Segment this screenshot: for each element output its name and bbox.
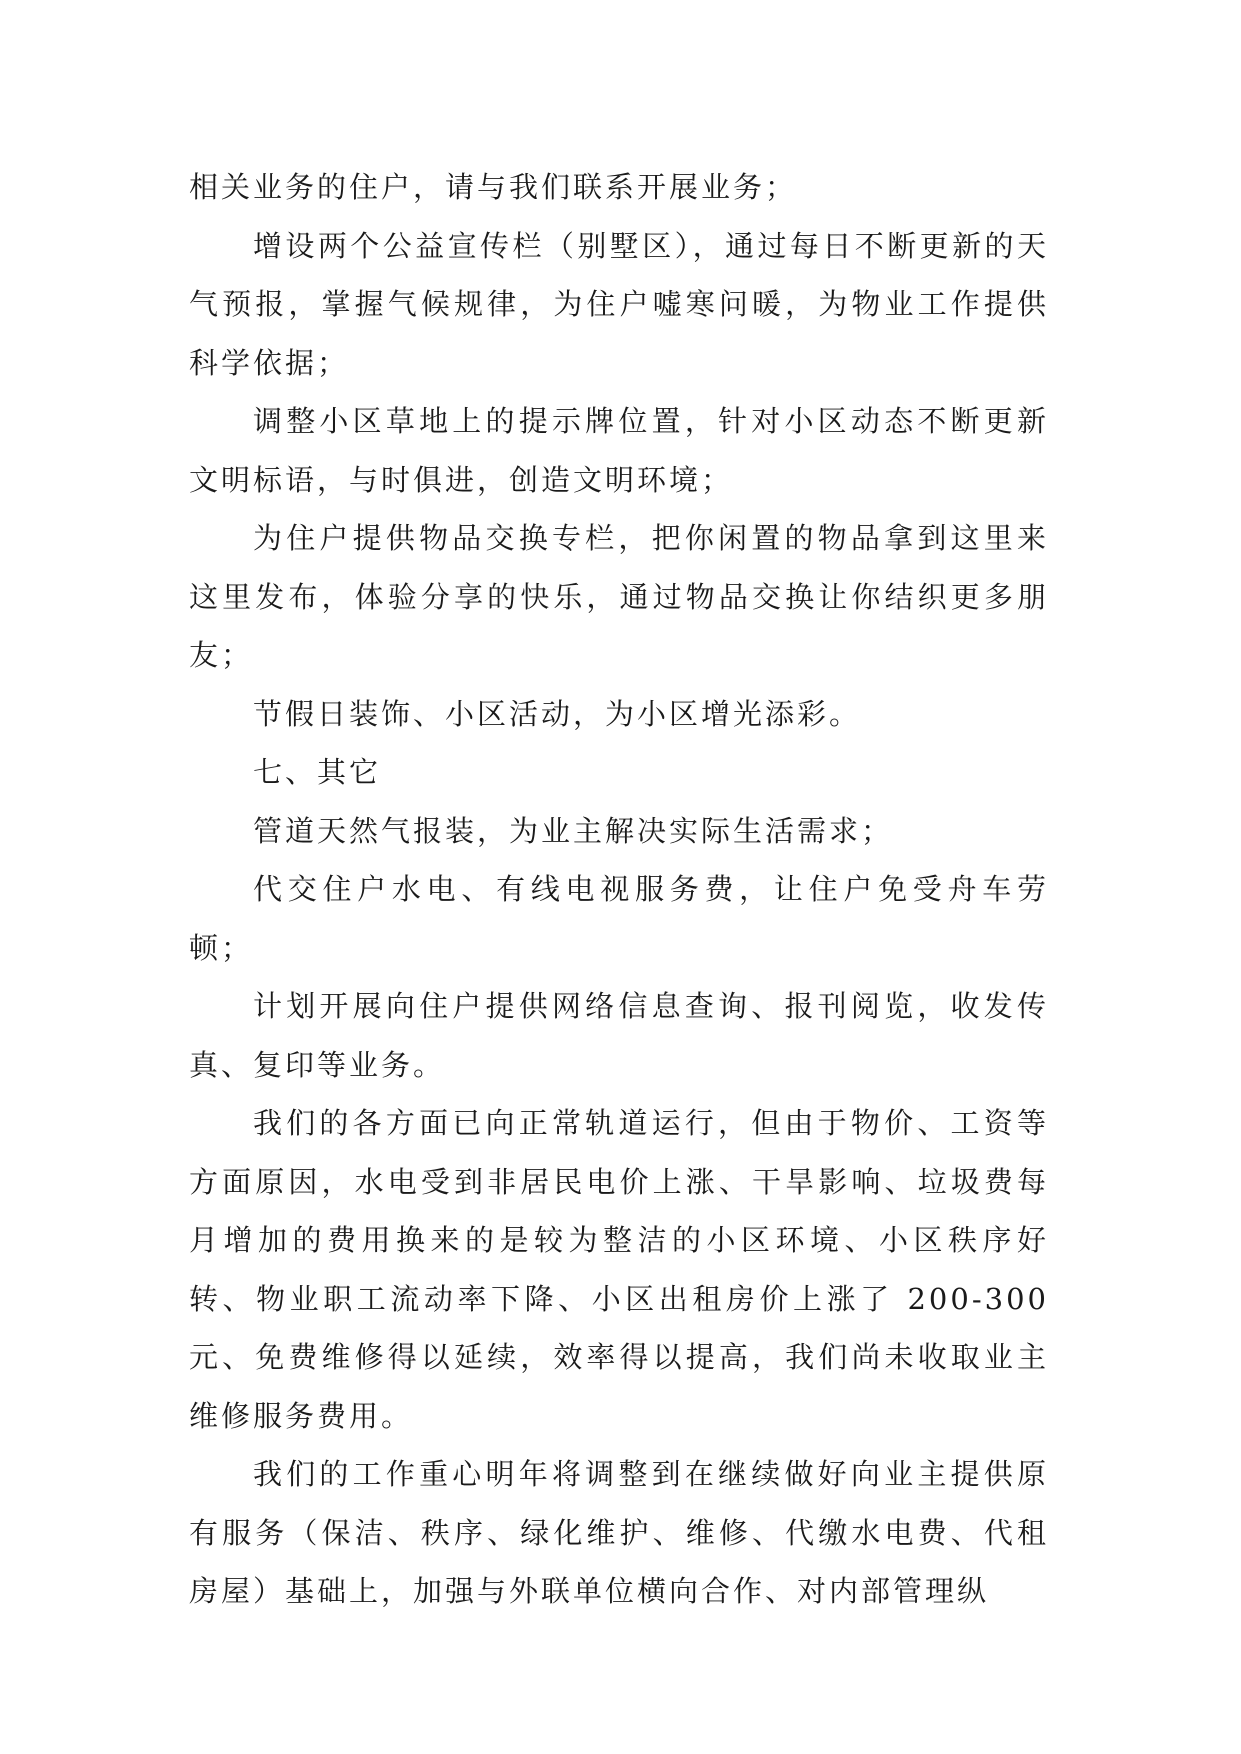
- paragraph: 管道天然气报装，为业主解决实际生活需求；: [253, 813, 894, 848]
- paragraph: 节假日装饰、小区活动，为小区增光添彩。: [253, 696, 862, 731]
- section-heading: 七、其它: [253, 755, 382, 789]
- paragraph: 代交住户水电、有线电视服务费，让住户免受舟车劳顿；: [189, 872, 1049, 965]
- paragraph: 计划开展向住户提供网络信息查询、报刊阅览，收发传真、复印等业务。: [189, 989, 1049, 1082]
- paragraph: 增设两个公益宣传栏（别墅区），通过每日不断更新的天气预报，掌握气候规律，为住户嘘寒问暖，为物业工作提供科学依据；: [189, 228, 1049, 380]
- paragraph: 我们的各方面已向正常轨道运行，但由于物价、工资等方面原因，水电受到非居民电价上涨、干旱影响、垃圾费每月增加的费用换来的是较为整洁的小区环境、小区秩序好转、物业职工流动率下降、小区出租房价上涨了 200-300 元、免费维修得以延续，效率得以提高，我们尚未收取业主维修服务费用。: [189, 1106, 1049, 1433]
- paragraph: 我们的工作重心明年将调整到在继续做好向业主提供原有服务（保洁、秩序、绿化维护、维修、代缴水电费、代租房屋）基础上，加强与外联单位横向合作、对内部管理纵: [189, 1457, 1049, 1608]
- paragraph: 调整小区草地上的提示牌位置，针对小区动态不断更新文明标语，与时俱进，创造文明环境；: [189, 404, 1049, 497]
- paragraph: 相关业务的住户，请与我们联系开展业务；: [189, 170, 798, 204]
- document-body: [189, 158, 1049, 1621]
- paragraph: 为住户提供物品交换专栏，把你闲置的物品拿到这里来这里发布，体验分享的快乐，通过物品交换让你结织更多朋友；: [189, 521, 1049, 672]
